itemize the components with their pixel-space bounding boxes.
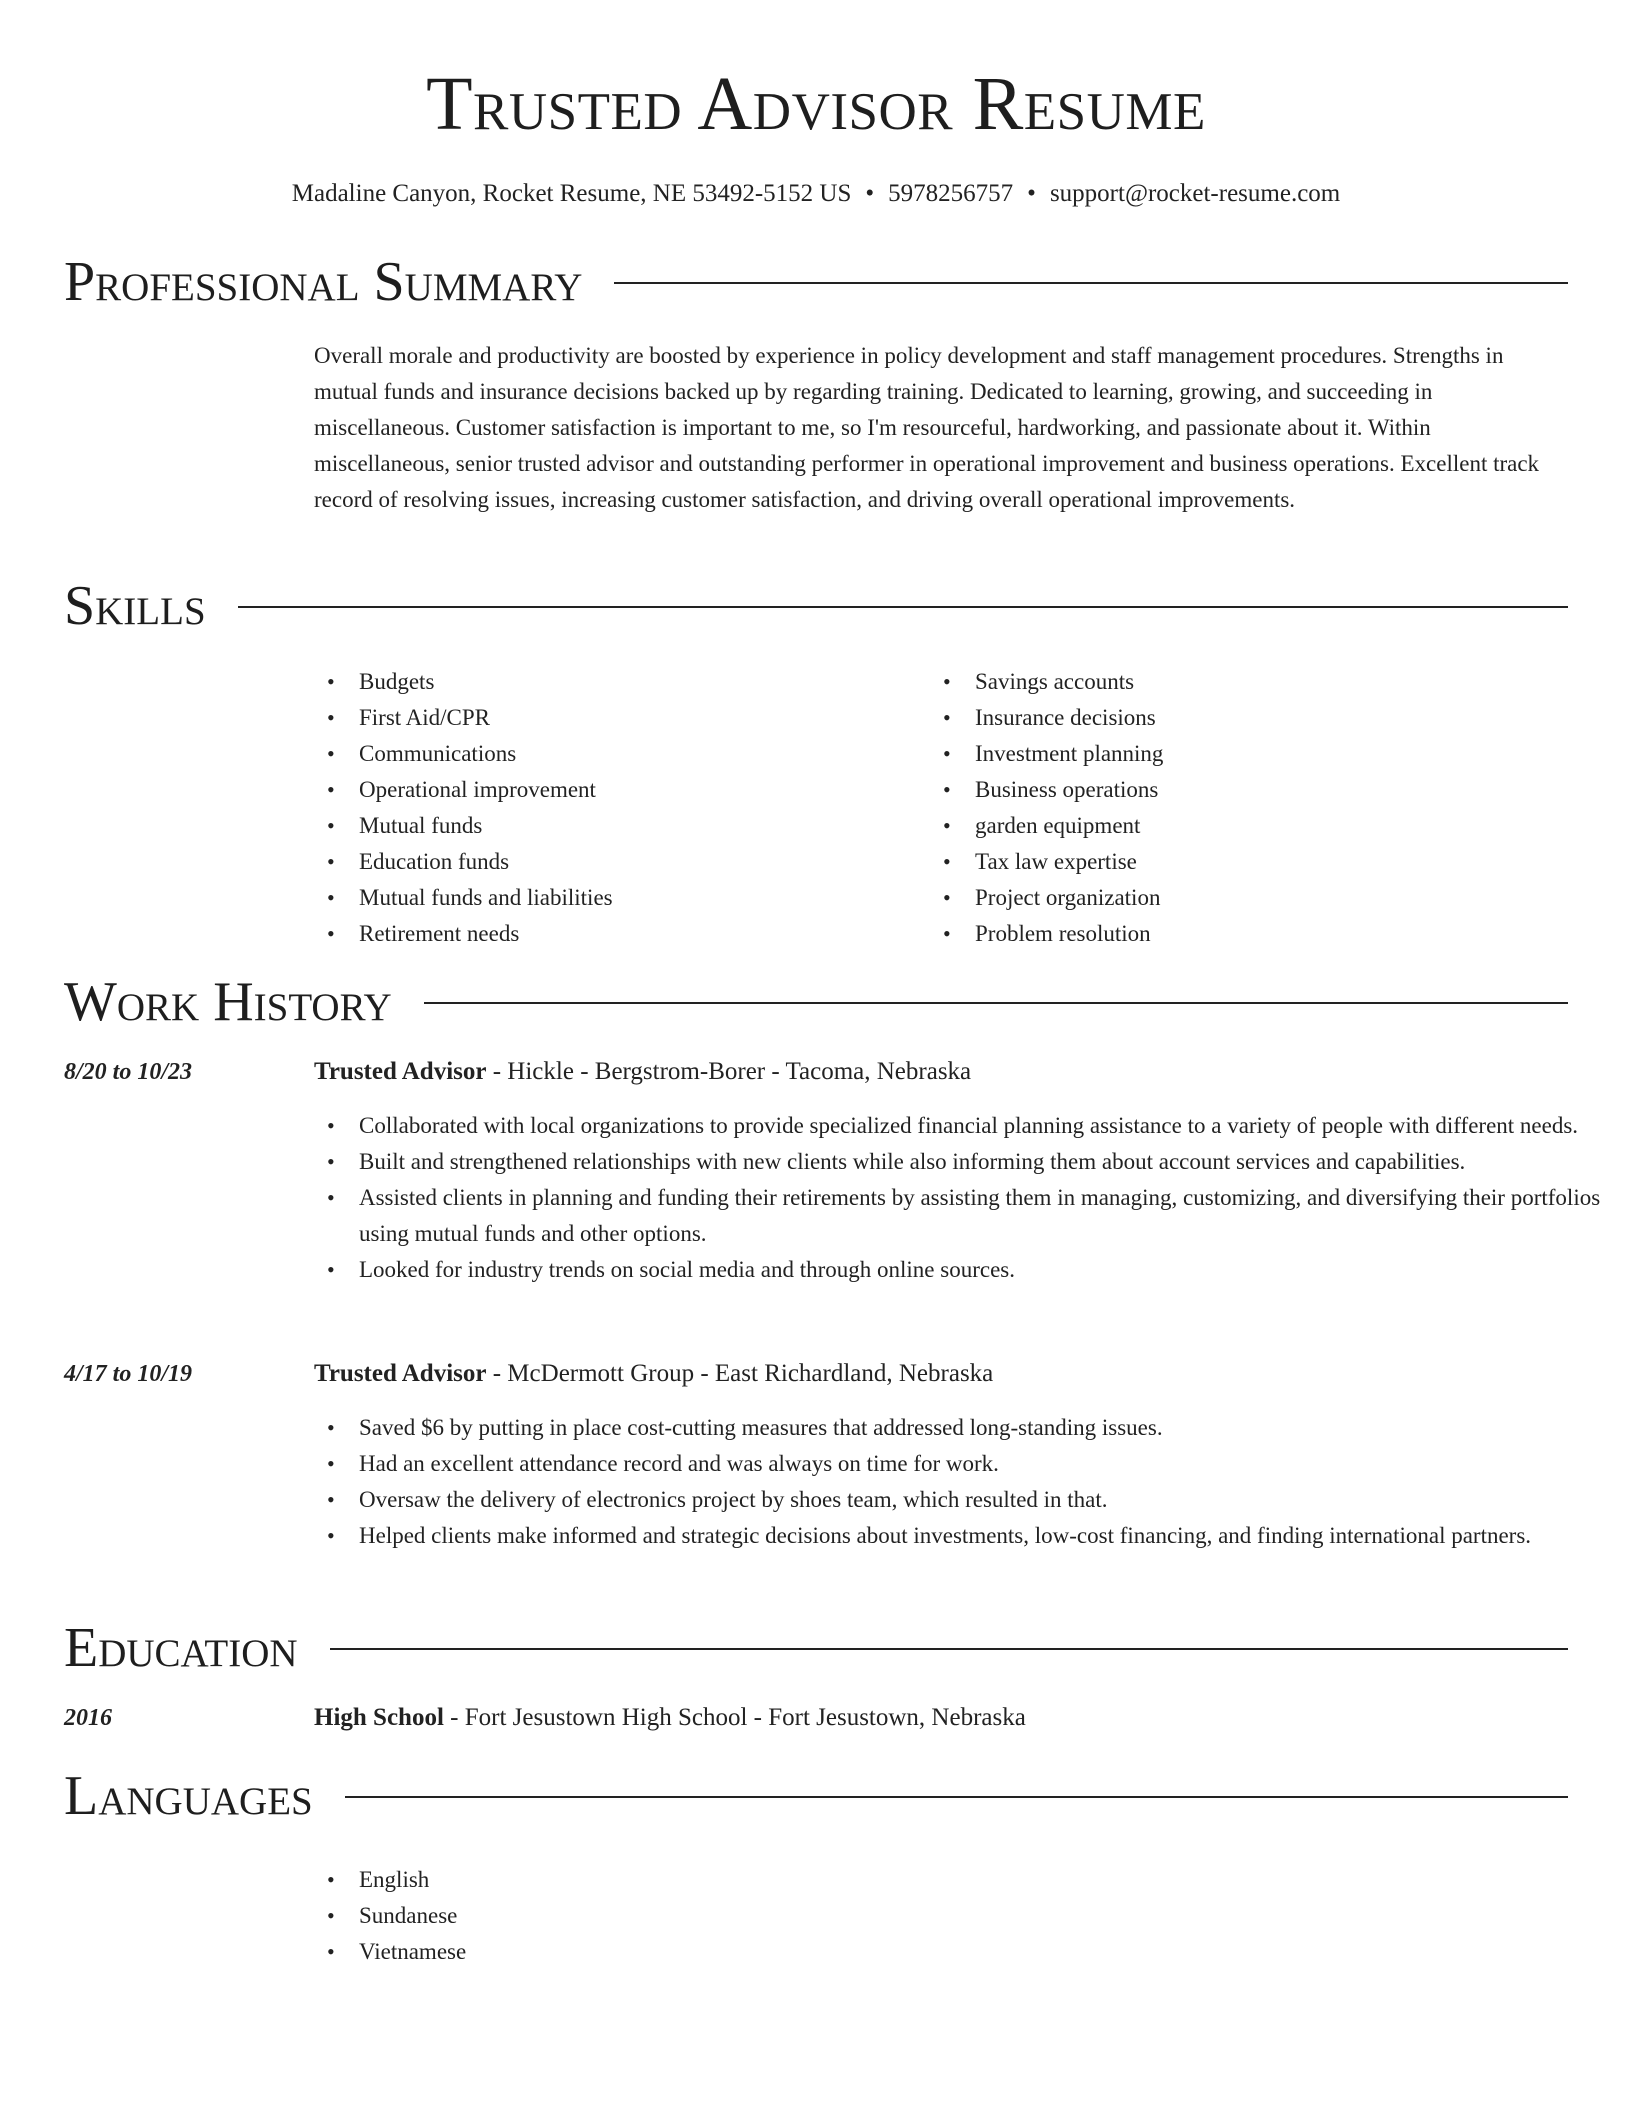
education-year: 2016 bbox=[64, 1705, 112, 1731]
section-divider bbox=[238, 606, 1568, 608]
work-dates: 4/17 to 10/19 bbox=[64, 1361, 193, 1387]
skill-item: • Project organization bbox=[930, 880, 1546, 916]
work-dates: 8/20 to 10/23 bbox=[64, 1059, 193, 1085]
job-employer: - Hickle - Bergstrom-Borer - Tacoma, Nebraska bbox=[486, 1058, 972, 1085]
language-item: • English bbox=[314, 1862, 1624, 1898]
education-school: - Fort Jesustown High School - Fort Jesustown, Nebraska bbox=[443, 1704, 1026, 1731]
section-header-skills bbox=[64, 574, 1568, 638]
section-title: Skills bbox=[64, 575, 206, 637]
work-bullet: • Saved $6 by putting in place cost-cutting measures that addressed long-standing issues. bbox=[314, 1410, 1624, 1446]
summary-text: Overall morale and productivity are boosted by experience in policy development and staff management procedures. Strengths in mutual funds and insurance decisions backed up by regarding training. Dedicated to learning, growing, and succeeding in miscellaneous. Customer satisfaction is important to me, so I'm resourceful, hardworking, and passionate about it. Within miscellaneous, senior trusted advisor and outstanding performer in operational improvement and business operations. Excellent track record of resolving issues, increasing customer satisfaction, and driving overall operational improvements. bbox=[314, 343, 1540, 512]
job-title: Trusted Advisor bbox=[314, 1058, 487, 1085]
skill-item: • Mutual funds and liabilities bbox=[314, 880, 930, 916]
skill-item: • Communications bbox=[314, 736, 930, 772]
section-header-summary bbox=[64, 250, 1568, 314]
section-title: Professional Summary bbox=[64, 251, 583, 313]
contact-separator: • bbox=[865, 180, 875, 207]
work-bullets bbox=[314, 1410, 1624, 1554]
language-item: • Sundanese bbox=[314, 1898, 1624, 1934]
skill-item: • garden equipment bbox=[930, 808, 1546, 844]
contact-email: support@rocket-resume.com bbox=[1049, 180, 1341, 207]
work-bullet: • Had an excellent attendance record and was always on time for work. bbox=[314, 1446, 1624, 1482]
work-bullets bbox=[314, 1108, 1624, 1288]
section-divider bbox=[345, 1796, 1568, 1798]
resume-header bbox=[0, 60, 1632, 210]
section-header-education bbox=[64, 1616, 1568, 1680]
work-bullet: • Oversaw the delivery of electronics project by shoes team, which resulted in that. bbox=[314, 1482, 1624, 1518]
skills-list bbox=[314, 664, 1564, 952]
skill-item: • Insurance decisions bbox=[930, 700, 1546, 736]
skills-column-right bbox=[930, 664, 1546, 952]
work-bullet: • Built and strengthened relationships with new clients while also informing them about account services and capabilities. bbox=[314, 1144, 1624, 1180]
contact-address: Madaline Canyon, Rocket Resume, NE 53492-5152 US bbox=[291, 180, 852, 207]
work-bullet: • Looked for industry trends on social media and through online sources. bbox=[314, 1252, 1624, 1288]
section-divider bbox=[330, 1648, 1568, 1650]
language-item: • Vietnamese bbox=[314, 1934, 1624, 1970]
skill-item: • Problem resolution bbox=[930, 916, 1546, 952]
section-divider bbox=[424, 1002, 1568, 1004]
skill-item: • Operational improvement bbox=[314, 772, 930, 808]
job-employer: - McDermott Group - East Richardland, Nebraska bbox=[486, 1360, 994, 1387]
languages-list bbox=[314, 1862, 1624, 1970]
resume-title: Trusted Advisor Resume bbox=[426, 62, 1206, 146]
skill-item: • Education funds bbox=[314, 844, 930, 880]
section-header-work-history bbox=[64, 970, 1568, 1034]
contact-phone: 5978256757 bbox=[888, 180, 1014, 207]
contact-line bbox=[0, 178, 1632, 210]
skill-item: • First Aid/CPR bbox=[314, 700, 930, 736]
section-title: Languages bbox=[64, 1765, 313, 1827]
section-header-languages bbox=[64, 1764, 1568, 1828]
work-bullet: • Assisted clients in planning and funding their retirements by assisting them in managing, customizing, and diversifying their portfolios using mutual funds and other options. bbox=[314, 1180, 1624, 1252]
education-degree: High School bbox=[314, 1704, 444, 1731]
skill-item: • Investment planning bbox=[930, 736, 1546, 772]
section-title: Education bbox=[64, 1617, 298, 1679]
skill-item: • Business operations bbox=[930, 772, 1546, 808]
skill-item: • Mutual funds bbox=[314, 808, 930, 844]
skills-column-left bbox=[314, 664, 930, 952]
work-bullet: • Collaborated with local organizations to provide specialized financial planning assistance to a variety of people with different needs. bbox=[314, 1108, 1624, 1144]
work-bullet: • Helped clients make informed and strategic decisions about investments, low-cost financing, and finding international partners. bbox=[314, 1518, 1624, 1554]
skill-item: • Retirement needs bbox=[314, 916, 930, 952]
skill-item: • Tax law expertise bbox=[930, 844, 1546, 880]
work-title-line bbox=[314, 1356, 993, 1392]
contact-separator: • bbox=[1027, 180, 1036, 207]
skill-item: • Budgets bbox=[314, 664, 930, 700]
skill-item: • Savings accounts bbox=[930, 664, 1546, 700]
section-divider bbox=[614, 282, 1568, 284]
section-title: Work History bbox=[64, 971, 392, 1033]
education-title-line bbox=[314, 1700, 1026, 1736]
work-title-line bbox=[314, 1054, 971, 1090]
job-title: Trusted Advisor bbox=[314, 1360, 487, 1387]
